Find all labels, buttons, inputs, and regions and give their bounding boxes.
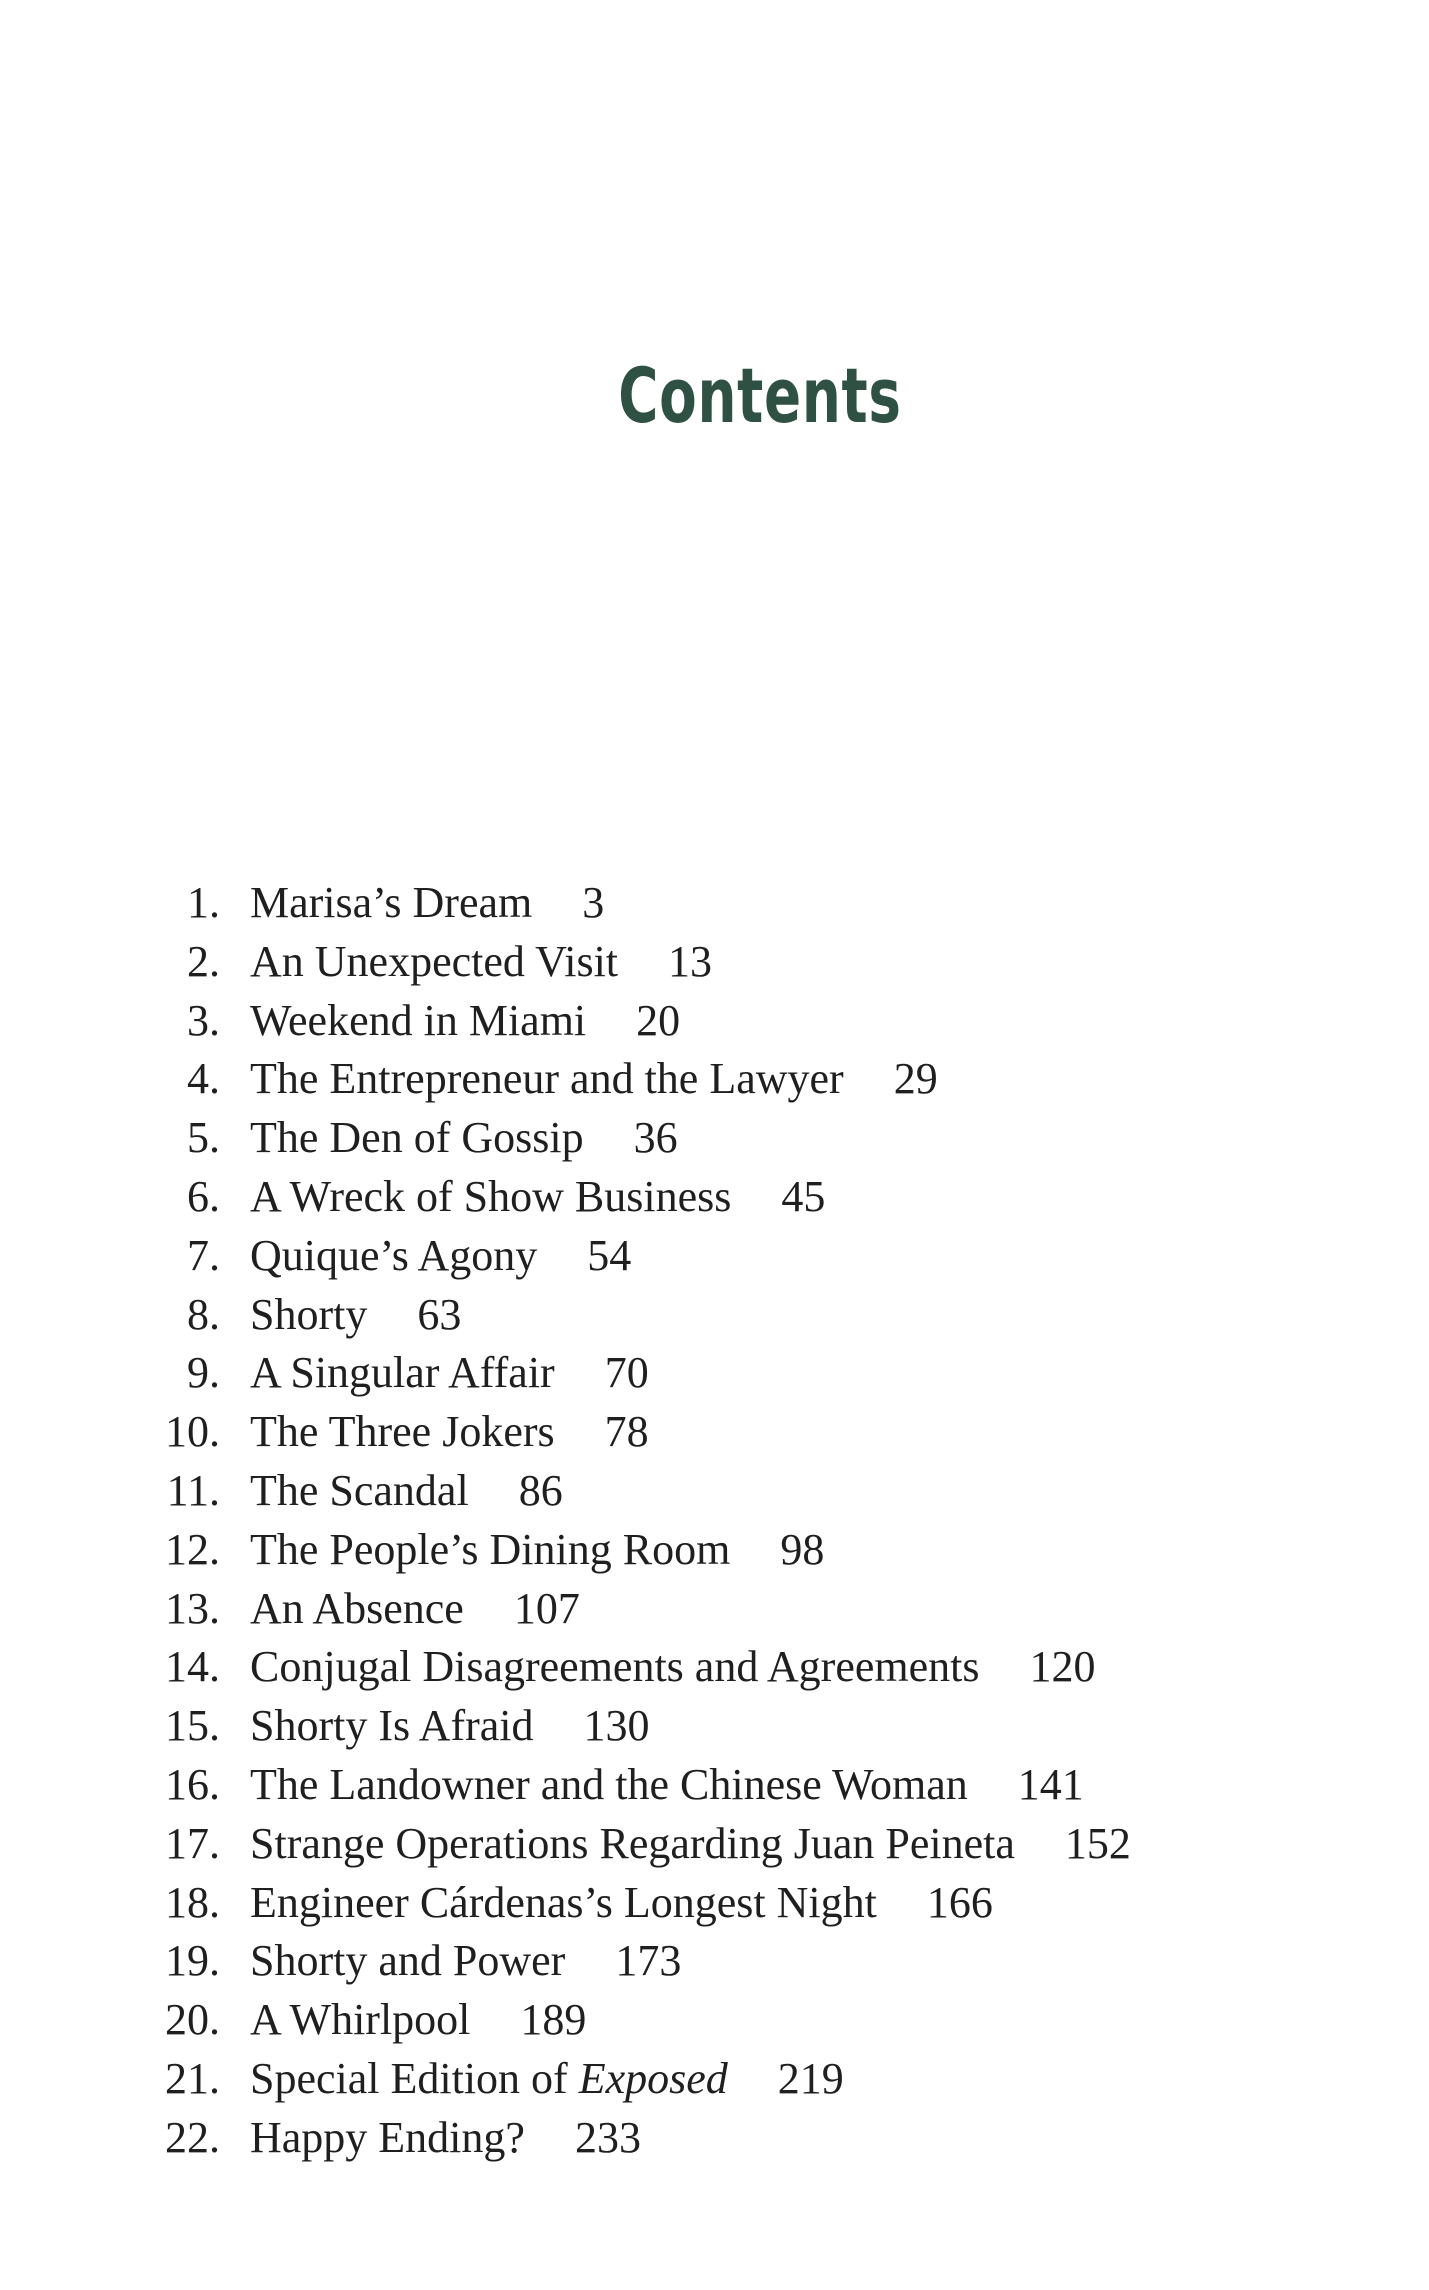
chapter-title: Engineer Cárdenas’s Longest Night (250, 1877, 877, 1927)
chapter-number: 10. (165, 1407, 220, 1457)
chapter-number: 13. (165, 1583, 220, 1633)
chapter-page: 78 (604, 1407, 649, 1457)
toc-entry-5 (160, 1109, 1360, 1168)
toc-entry-10 (160, 1403, 1360, 1462)
toc-entry-3 (160, 992, 1360, 1051)
chapter-number: 1. (187, 878, 220, 927)
toc-entry-9 (160, 1344, 1360, 1403)
chapter-page: 107 (513, 1583, 580, 1633)
chapter-page: 86 (518, 1465, 563, 1515)
toc-entry-1 (160, 874, 1360, 933)
toc-entry-6 (160, 1168, 1360, 1227)
chapter-number: 20. (165, 1995, 220, 2045)
chapter-page: 189 (520, 1995, 587, 2045)
toc-entry-17 (160, 1815, 1360, 1874)
chapter-page: 130 (583, 1701, 650, 1751)
chapter-title: An Unexpected Visit (250, 936, 619, 986)
chapter-page: 29 (893, 1054, 938, 1104)
chapter-page: 152 (1064, 1818, 1131, 1868)
chapter-number: 14. (165, 1642, 220, 1692)
chapter-title: The Scandal (250, 1465, 469, 1515)
toc-entry-11 (160, 1462, 1360, 1521)
chapter-page: 120 (1029, 1642, 1096, 1692)
toc-entry-14 (160, 1638, 1360, 1697)
chapter-number: 7. (187, 1230, 220, 1280)
chapter-title: Shorty Is Afraid (250, 1701, 534, 1751)
chapter-number: 4. (187, 1054, 220, 1104)
chapter-page: 45 (781, 1171, 826, 1221)
chapter-title: The Entrepreneur and the Lawyer (250, 1054, 844, 1104)
chapter-page: 20 (636, 995, 681, 1045)
chapter-number: 2. (187, 936, 220, 986)
chapter-number: 17. (165, 1818, 220, 1868)
chapter-number: 6. (187, 1171, 220, 1221)
chapter-number: 22. (165, 2112, 220, 2162)
chapter-number: 9. (187, 1348, 220, 1398)
toc-entry-21 (160, 2050, 1360, 2109)
toc-entry-4 (160, 1050, 1360, 1109)
chapter-page: 63 (417, 1289, 462, 1339)
chapter-title: Shorty (250, 1289, 368, 1339)
toc-entry-18 (160, 1874, 1360, 1933)
chapter-title: Quique’s Agony (250, 1230, 538, 1280)
chapter-number: 5. (187, 1113, 220, 1163)
chapter-number: 3. (187, 995, 220, 1045)
chapter-title: Shorty and Power (250, 1936, 566, 1986)
toc-entry-7 (160, 1227, 1360, 1286)
chapter-page: 36 (633, 1113, 678, 1163)
toc-entry-19 (160, 1932, 1360, 1991)
chapter-title: Marisa’s Dream (250, 878, 533, 927)
chapter-title-italic: Exposed (578, 2053, 728, 2103)
chapter-page: 3 (582, 878, 605, 927)
chapter-number: 21. (165, 2053, 220, 2103)
chapter-page: 166 (926, 1877, 993, 1927)
chapter-page: 233 (574, 2112, 641, 2162)
toc-entry-22 (160, 2109, 1360, 2168)
chapter-page: 98 (780, 1524, 825, 1574)
chapter-page: 13 (668, 936, 713, 986)
toc-entry-13 (160, 1580, 1360, 1639)
chapter-title: The Den of Gossip (250, 1113, 584, 1163)
chapter-number: 18. (165, 1877, 220, 1927)
page-title: Contents (618, 350, 902, 440)
chapter-title: An Absence (250, 1583, 464, 1633)
toc-entry-16 (160, 1756, 1360, 1815)
chapter-title: The Three Jokers (250, 1407, 555, 1457)
chapter-title: A Whirlpool (250, 1995, 471, 2045)
chapter-page: 173 (615, 1936, 682, 1986)
chapter-number: 8. (187, 1289, 220, 1339)
chapter-title: A Wreck of Show Business (250, 1171, 732, 1221)
chapter-number: 12. (165, 1524, 220, 1574)
chapter-title: Strange Operations Regarding Juan Peineta (250, 1818, 1015, 1868)
toc-entry-12 (160, 1521, 1360, 1580)
table-of-contents (160, 874, 1360, 2168)
chapter-title: Weekend in Miami (250, 995, 587, 1045)
chapter-title: A Singular Affair (250, 1348, 555, 1398)
chapter-number: 15. (165, 1701, 220, 1751)
chapter-page: 219 (777, 2053, 844, 2103)
chapter-number: 16. (165, 1759, 220, 1809)
chapter-number: 11. (166, 1465, 220, 1515)
chapter-page: 54 (587, 1230, 632, 1280)
chapter-title-prefix: Special Edition of (250, 2053, 568, 2103)
chapter-page: 70 (604, 1348, 649, 1398)
toc-entry-15 (160, 1697, 1360, 1756)
chapter-number: 19. (165, 1936, 220, 1986)
chapter-page: 141 (1017, 1759, 1084, 1809)
toc-entry-2 (160, 933, 1360, 992)
chapter-title: The Landowner and the Chinese Woman (250, 1759, 968, 1809)
chapter-title: The People’s Dining Room (250, 1524, 731, 1574)
toc-entry-8 (160, 1286, 1360, 1345)
toc-entry-20 (160, 1991, 1360, 2050)
chapter-title: Conjugal Disagreements and Agreements (250, 1642, 980, 1692)
chapter-title (250, 2050, 728, 2109)
chapter-title: Happy Ending? (250, 2112, 525, 2162)
